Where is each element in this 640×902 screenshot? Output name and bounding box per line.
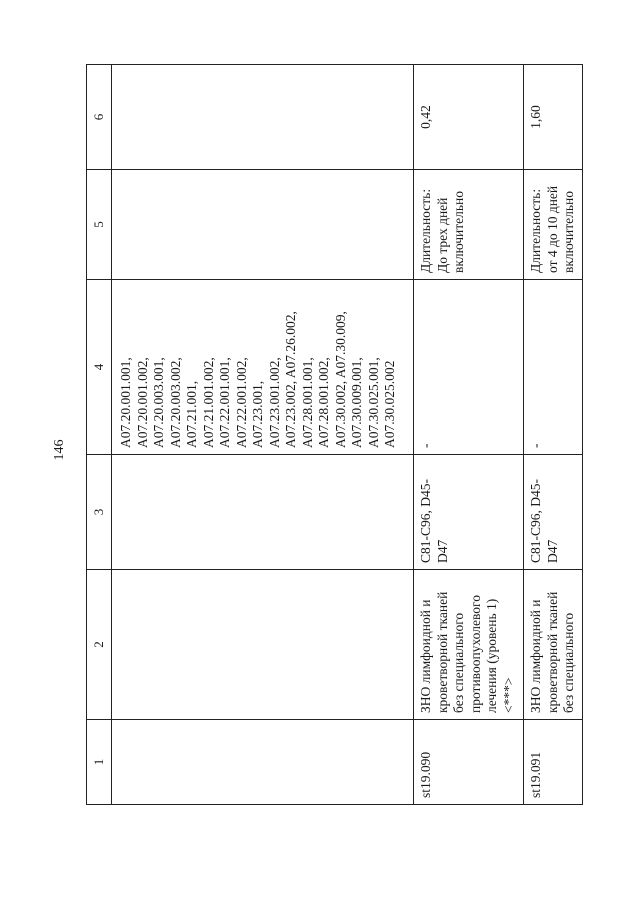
cell-code bbox=[112, 720, 414, 805]
service-code: A07.20.003.002, bbox=[167, 357, 183, 448]
service-code: A07.20.001.002, bbox=[134, 357, 150, 448]
cell-code: st19.091 bbox=[524, 720, 583, 805]
cell-name bbox=[112, 570, 414, 720]
service-code: A07.28.001.001, bbox=[299, 357, 315, 448]
service-code: A07.20.001.001, bbox=[118, 357, 133, 448]
header-row bbox=[87, 65, 112, 805]
cell-services bbox=[112, 280, 414, 455]
continuation-row bbox=[112, 65, 414, 805]
cell-criteria bbox=[112, 170, 414, 280]
cell-criteria: Длительность: До трех дней включительно bbox=[414, 170, 524, 280]
service-code: A07.21.001.002, bbox=[200, 357, 216, 448]
page-number: 146 bbox=[52, 439, 67, 461]
header-col-2: 2 bbox=[87, 570, 112, 720]
cell-coefficient bbox=[112, 65, 414, 170]
cell-coefficient: 1,60 bbox=[524, 65, 583, 170]
header-col-1: 1 bbox=[87, 720, 112, 805]
service-code: A07.23.001, bbox=[250, 380, 265, 448]
header-col-6: 6 bbox=[87, 65, 112, 170]
cell-name: ЗНО лимфоидной и кроветворной тканей без специального bbox=[524, 570, 583, 720]
cell-name: ЗНО лимфоидной и кроветворной тканей без специального противоопухолевого лечения (уровень 1) <***> bbox=[414, 570, 524, 720]
cell-icd: C81-C96, D45-D47 bbox=[414, 455, 524, 570]
service-code: A07.30.025.001, bbox=[365, 357, 381, 448]
cell-criteria: Длительность: от 4 до 10 дней включительно bbox=[524, 170, 583, 280]
service-code: A07.23.002, A07.26.002, bbox=[283, 311, 298, 448]
service-code: A07.30.025.002 bbox=[382, 360, 397, 448]
header-col-3: 3 bbox=[87, 455, 112, 570]
service-code: A07.30.009.001, bbox=[349, 357, 364, 448]
tariff-table-page bbox=[86, 65, 576, 805]
service-code: A07.30.002, A07.30.009, bbox=[332, 311, 348, 448]
cell-code: st19.090 bbox=[414, 720, 524, 805]
service-code: A07.23.001.002, bbox=[266, 357, 282, 448]
header-col-4: 4 bbox=[87, 280, 112, 455]
cell-services: - bbox=[414, 280, 524, 455]
service-code: A07.22.001.002, bbox=[233, 357, 249, 448]
cell-coefficient: 0,42 bbox=[414, 65, 524, 170]
header-col-5: 5 bbox=[87, 170, 112, 280]
table-row bbox=[414, 65, 524, 805]
table-row bbox=[524, 65, 583, 805]
tariff-table bbox=[86, 64, 583, 805]
service-code: A07.20.003.001, bbox=[151, 357, 166, 448]
service-code: A07.21.001, bbox=[184, 380, 199, 448]
cell-services: - bbox=[524, 280, 583, 455]
service-code: A07.22.001.001, bbox=[217, 357, 232, 448]
service-code: A07.28.001.002, bbox=[316, 357, 331, 448]
cell-icd: C81-C96, D45-D47 bbox=[524, 455, 583, 570]
cell-icd bbox=[112, 455, 414, 570]
